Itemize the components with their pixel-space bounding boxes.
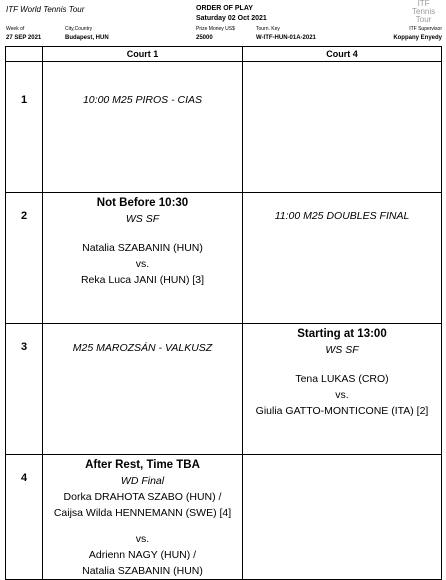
table-row [6,62,442,193]
row-number-header [6,47,43,62]
match-event: WS SF [125,213,160,225]
match-order-number: 1 [6,62,43,193]
itf-logo: ITF Tennis Tour [412,0,436,24]
player-name: Giulia GATTO-MONTICONE (ITA) [2] [255,405,429,417]
versus-label: vs. [135,533,150,545]
tourn-key-label: Tourn. Key [256,26,280,32]
match-order-number: 3 [6,324,43,455]
player-name: Natalia SZABANIN (HUN) [82,565,203,577]
match-event: 10:00 M25 PIROS - CIAS [82,94,203,106]
prize-value: 25000 [196,35,213,41]
match-cell [43,455,243,580]
match-order-number: 2 [6,193,43,324]
player-name: Adrienn NAGY (HUN) / [88,549,197,561]
match-cell [43,324,243,455]
table-row [6,324,442,455]
match-cell-empty [243,455,442,580]
court-header: Court 1 [43,47,243,62]
match-event: M25 MAROZSÁN - VALKUSZ [72,342,213,354]
supervisor-label: ITF Supervisor [409,26,442,32]
player-name: Reka Luca JANI (HUN) [3] [80,274,205,286]
match-cell [243,324,442,455]
versus-label: vs. [135,258,150,270]
supervisor-value: Koppany Enyedy [393,35,442,41]
order-of-play-table [5,46,442,580]
tourn-key-value: W-ITF-HUN-01A-2021 [256,35,316,41]
match-event: 11:00 M25 DOUBLES FINAL [274,210,410,222]
week-label: Week of [6,26,25,32]
match-order-number: 4 [6,455,43,580]
prize-label: Prize Money US$ [196,26,235,32]
header [0,0,446,46]
match-event: WS SF [325,344,359,356]
player-name: Caijsa Wilda HENNEMANN (SWE) [4] [53,507,232,519]
player-name: Natalia SZABANIN (HUN) [82,242,203,254]
page-title: ORDER OF PLAY [196,5,253,12]
match-start-note: After Rest, Time TBA [85,459,200,471]
play-date: Saturday 02 Oct 2021 [196,15,267,22]
match-cell [43,62,243,193]
tour-name: ITF World Tennis Tour [6,5,85,14]
match-start-note: Starting at 13:00 [297,328,387,340]
week-value: 27 SEP 2021 [6,35,42,41]
versus-label: vs. [335,389,349,401]
city-value: Budapest, HUN [65,35,109,41]
table-row [6,193,442,324]
match-cell [43,193,243,324]
court-header: Court 4 [243,47,442,62]
city-label: City,Country [65,26,93,32]
player-name: Dorka DRAHOTA SZABO (HUN) / [63,491,222,503]
table-row [6,455,442,580]
match-cell [243,193,442,324]
table-header-row [6,47,442,62]
match-event: WD Final [120,475,165,487]
match-cell-empty [243,62,442,193]
player-name: Tena LUKAS (CRO) [295,373,389,385]
match-start-note: Not Before 10:30 [96,197,189,209]
